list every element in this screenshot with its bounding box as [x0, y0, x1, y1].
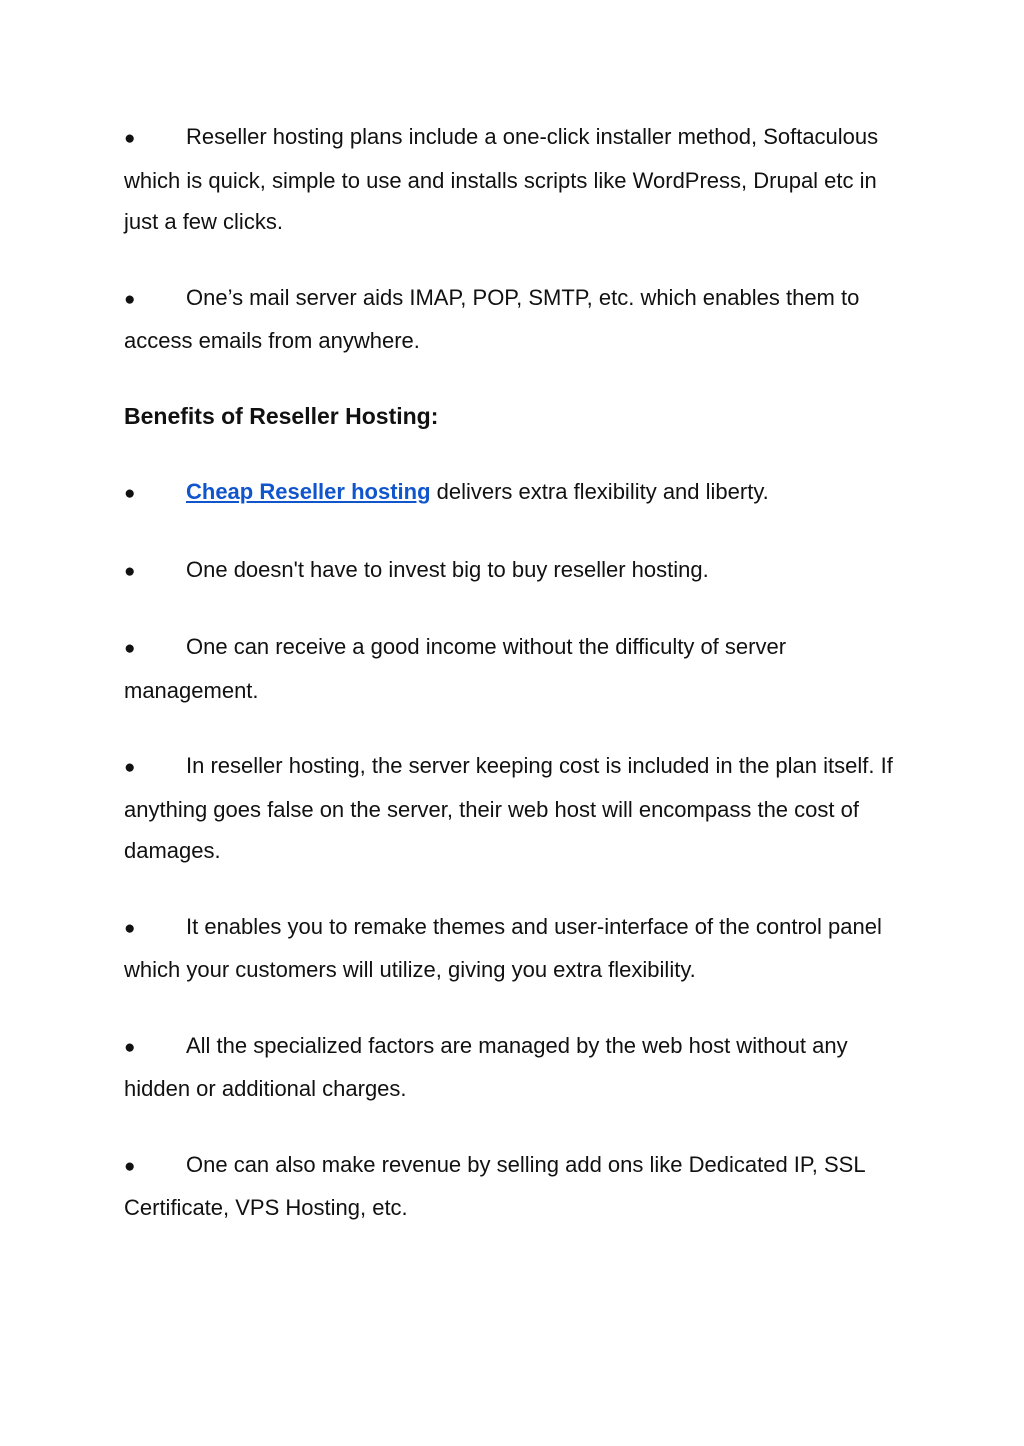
list-item [124, 1025, 904, 1110]
bullet-icon: ● [124, 757, 136, 778]
document-content [124, 116, 904, 1263]
list-item [124, 277, 904, 362]
list-item-text: One doesn't have to invest big to buy reseller hosting. [186, 556, 709, 582]
list-item-text: One can receive a good income without the difficulty of server management. [124, 634, 787, 703]
list-item [124, 549, 904, 593]
list-item-text: In reseller hosting, the server keeping cost is included in the plan itself. If anything goes false on the server, their web host will encompass the cost of damages. [124, 753, 893, 863]
list-item [124, 626, 904, 711]
list-item-text: All the specialized factors are managed by the web host without any hidden or additional charges. [124, 1032, 848, 1101]
bullet-icon: ● [124, 128, 136, 149]
cheap-reseller-hosting-link[interactable]: Cheap Reseller hosting [186, 479, 431, 504]
bullet-icon: ● [124, 560, 136, 582]
bullet-icon: ● [124, 483, 136, 504]
list-item [124, 1144, 904, 1229]
list-item-text: delivers extra flexibility and liberty. [430, 479, 769, 504]
bullet-icon: ● [124, 1036, 136, 1058]
bullet-icon: ● [124, 638, 136, 659]
list-item-text: Reseller hosting plans include a one-click installer method, Softaculous which is quick, simple to use and installs scripts like WordPress, Drupal etc in just a few clicks. [124, 124, 879, 234]
list-item-text: One’s mail server aids IMAP, POP, SMTP, etc. which enables them to access emails from anywhere. [124, 284, 860, 353]
list-item [124, 745, 904, 872]
list-item [124, 116, 904, 243]
list-item [124, 906, 904, 991]
bullet-icon: ● [124, 288, 136, 310]
bullet-icon: ● [124, 1155, 136, 1177]
list-item-text: One can also make revenue by selling add ons like Dedicated IP, SSL Certificate, VPS Hosting, etc. [124, 1151, 865, 1220]
bullet-icon: ● [124, 917, 136, 939]
section-heading: Benefits of Reseller Hosting: [124, 402, 439, 429]
list-item [124, 471, 904, 515]
list-item-text: It enables you to remake themes and user-interface of the control panel which your customers will utilize, giving you extra flexibility. [124, 913, 882, 982]
